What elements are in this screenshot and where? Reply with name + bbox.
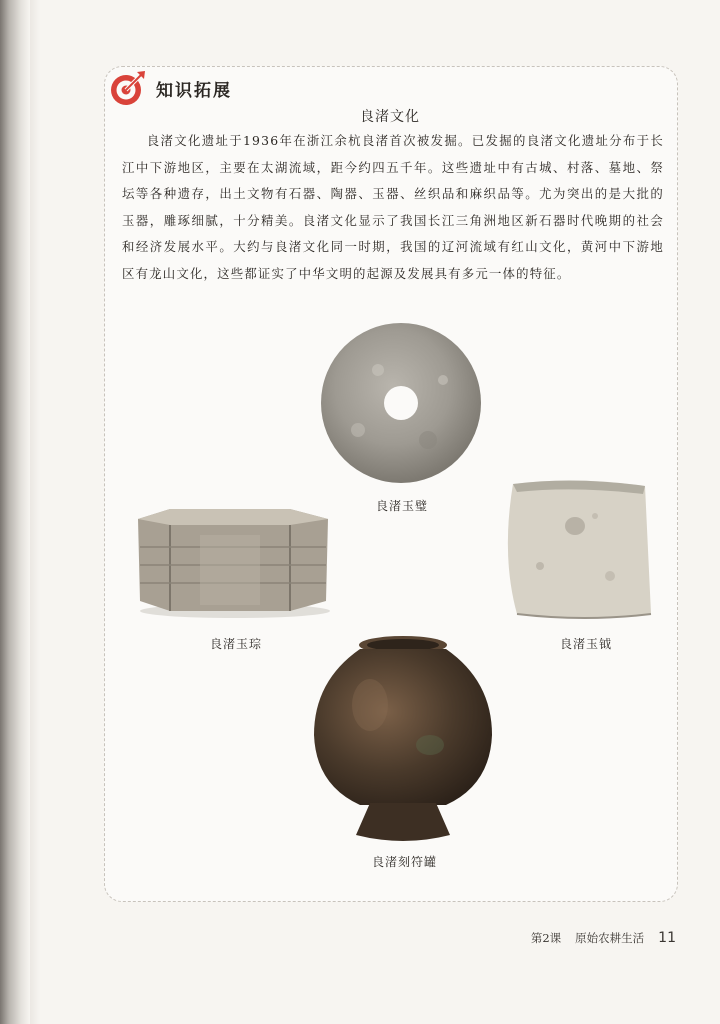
jade-cong-image — [130, 505, 335, 620]
jade-yue-axe-image — [495, 476, 655, 626]
caption-jade-yue: 良渚玉钺 — [560, 637, 613, 651]
caption-pottery-jar: 良渚刻符罐 — [372, 855, 438, 869]
footer-lesson: 第2课 — [530, 931, 562, 945]
article-body: 良渚文化遗址于1936年在浙江余杭良渚首次被发掘。已发掘的良渚文化遗址分布于长江中下游地区，主要在太湖流域，距今约四五千年。这些遗址中有古城、村落、墓地、祭坛等各种遗存，出土文物有石器、陶器、玉器、丝织品和麻织品等。尤为突出的是大批的玉器，雕琢细腻，十分精美。良渚文化显示了我国长江三角洲地区新石器时代晚期的社会和经济发展水平。大约与良渚文化同一时期，我国的辽河流域有红山文化，黄河中下游地区有龙山文化，这些都证实了中华文明的起源及发展具有多元一体的特征。 — [122, 133, 664, 281]
engraved-pottery-jar-image — [310, 635, 496, 845]
jade-bi-disc-image — [318, 320, 484, 486]
page-footer — [531, 930, 676, 946]
caption-jade-cong: 良渚玉琮 — [210, 637, 263, 651]
footer-lesson-title: 原始农耕生活 — [575, 931, 645, 945]
binding-shadow-soft — [30, 0, 40, 1024]
caption-jade-bi: 良渚玉璧 — [376, 499, 429, 513]
target-arrow-icon — [108, 68, 148, 108]
page-number: 11 — [658, 930, 676, 946]
article-title: 良渚文化 — [360, 109, 420, 125]
section-header — [108, 68, 232, 108]
section-title: 知识拓展 — [156, 80, 232, 101]
binding-shadow — [0, 0, 30, 1024]
